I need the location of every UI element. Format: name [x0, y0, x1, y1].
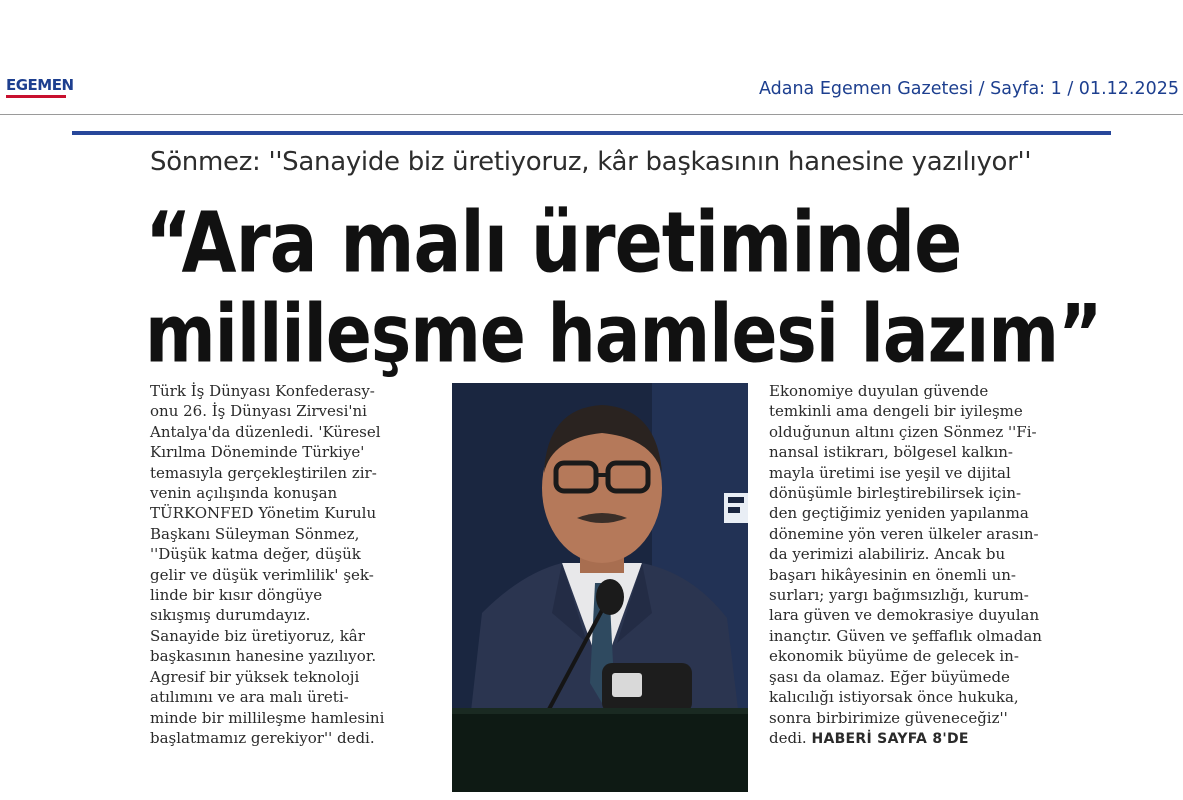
logo-text: EGEMEN: [6, 76, 74, 94]
publication-info: Adana Egemen Gazetesi / Sayfa: 1 / 01.12.2025: [758, 79, 1179, 99]
text-line: olduğunun altını çizen Sönmez ''Fi-: [769, 422, 1037, 441]
text-line: dönüşümle birleştirebilirsek için-: [769, 484, 1022, 503]
text-line: temasıyla gerçekleştirilen zir-: [150, 463, 377, 482]
text-line: Sanayide biz üretiyoruz, kâr: [150, 626, 365, 645]
text-line: linde bir kısır döngüye: [150, 586, 323, 605]
text-line: nansal istikrarı, bölgesel kalkın-: [769, 443, 1013, 462]
text-line: mayla üretimi ise yeşil ve dijital: [769, 463, 1011, 482]
article-top-rule: [72, 131, 1111, 135]
headline-line-2: millileşme hamlesi lazım”: [145, 287, 1102, 381]
text-line: TÜRKONFED Yönetim Kurulu: [150, 504, 377, 523]
text-line: minde bir millileşme hamlesini: [150, 708, 385, 727]
logo-underline: [6, 95, 66, 98]
text-line: gelir ve düşük verimlilik' şek-: [150, 565, 374, 584]
text-line: ekonomik büyüme de gelecek in-: [769, 647, 1019, 666]
text-line: atılımını ve ara malı üreti-: [150, 688, 349, 707]
text-line: başlatmamız gerekiyor'' dedi.: [150, 728, 375, 747]
header-divider: [0, 114, 1183, 115]
text-line: kalıcılığı istiyorsak önce hukuka,: [769, 688, 1019, 707]
text-line: Agresif bir yüksek teknoloji: [150, 667, 360, 686]
text-line: ''Düşük katma değer, düşük: [150, 545, 361, 564]
text-line: lara güven ve demokrasiye duyulan: [769, 606, 1040, 625]
text-line: dönemine yön veren ülkeler arasın-: [769, 524, 1039, 543]
text-line: den geçtiğimiz yeniden yapılanma: [769, 504, 1029, 523]
text-line: Türk İş Dünyası Konfederasy-: [150, 382, 375, 400]
text-line: sonra birbirimize güveneceğiz'': [769, 708, 1008, 727]
text-line: onu 26. İş Dünyası Zirvesi'ni: [150, 402, 367, 421]
text-line: Antalya'da düzenledi. 'Küresel: [150, 422, 381, 441]
speaker-photo: [452, 383, 748, 792]
text-line: sıkışmış durumdayız.: [150, 606, 311, 625]
text-line: surları; yargı bağımsızlığı, kurum-: [769, 586, 1029, 605]
text-line: da yerimizi alabiliriz. Ancak bu: [769, 545, 1006, 564]
text-line: başkasının hanesine yazılıyor.: [150, 647, 377, 666]
newspaper-logo: [2, 76, 84, 100]
text-line: temkinli ama dengeli bir iyileşme: [769, 402, 1023, 421]
text-line: Başkanı Süleyman Sönmez,: [150, 524, 360, 543]
text-line: Kırılma Döneminde Türkiye': [150, 443, 365, 462]
continuation-reference: HABERİ SAYFA 8'DE: [811, 730, 969, 747]
article-kicker: Sönmez: ''Sanayide biz üretiyoruz, kâr başkasının hanesine yazılıyor'': [150, 147, 1032, 177]
headline-line-1: “Ara malı üretiminde: [145, 193, 962, 292]
speaker-illustration: [452, 383, 748, 792]
text-line: venin açılışında konuşan: [150, 484, 338, 503]
article-right-column: [769, 381, 1104, 749]
closing-line: [769, 728, 1104, 749]
text-line: inançtır. Güven ve şeffaflık olmadan: [769, 626, 1042, 645]
text-line: başarı hikâyesinin en önemli un-: [769, 565, 1016, 584]
article-left-column: [150, 381, 440, 748]
text-line: Ekonomiye duyulan güvende: [769, 382, 989, 400]
closing-text: dedi.: [769, 728, 807, 747]
text-line: şası da olamaz. Eğer büyümede: [769, 667, 1010, 686]
